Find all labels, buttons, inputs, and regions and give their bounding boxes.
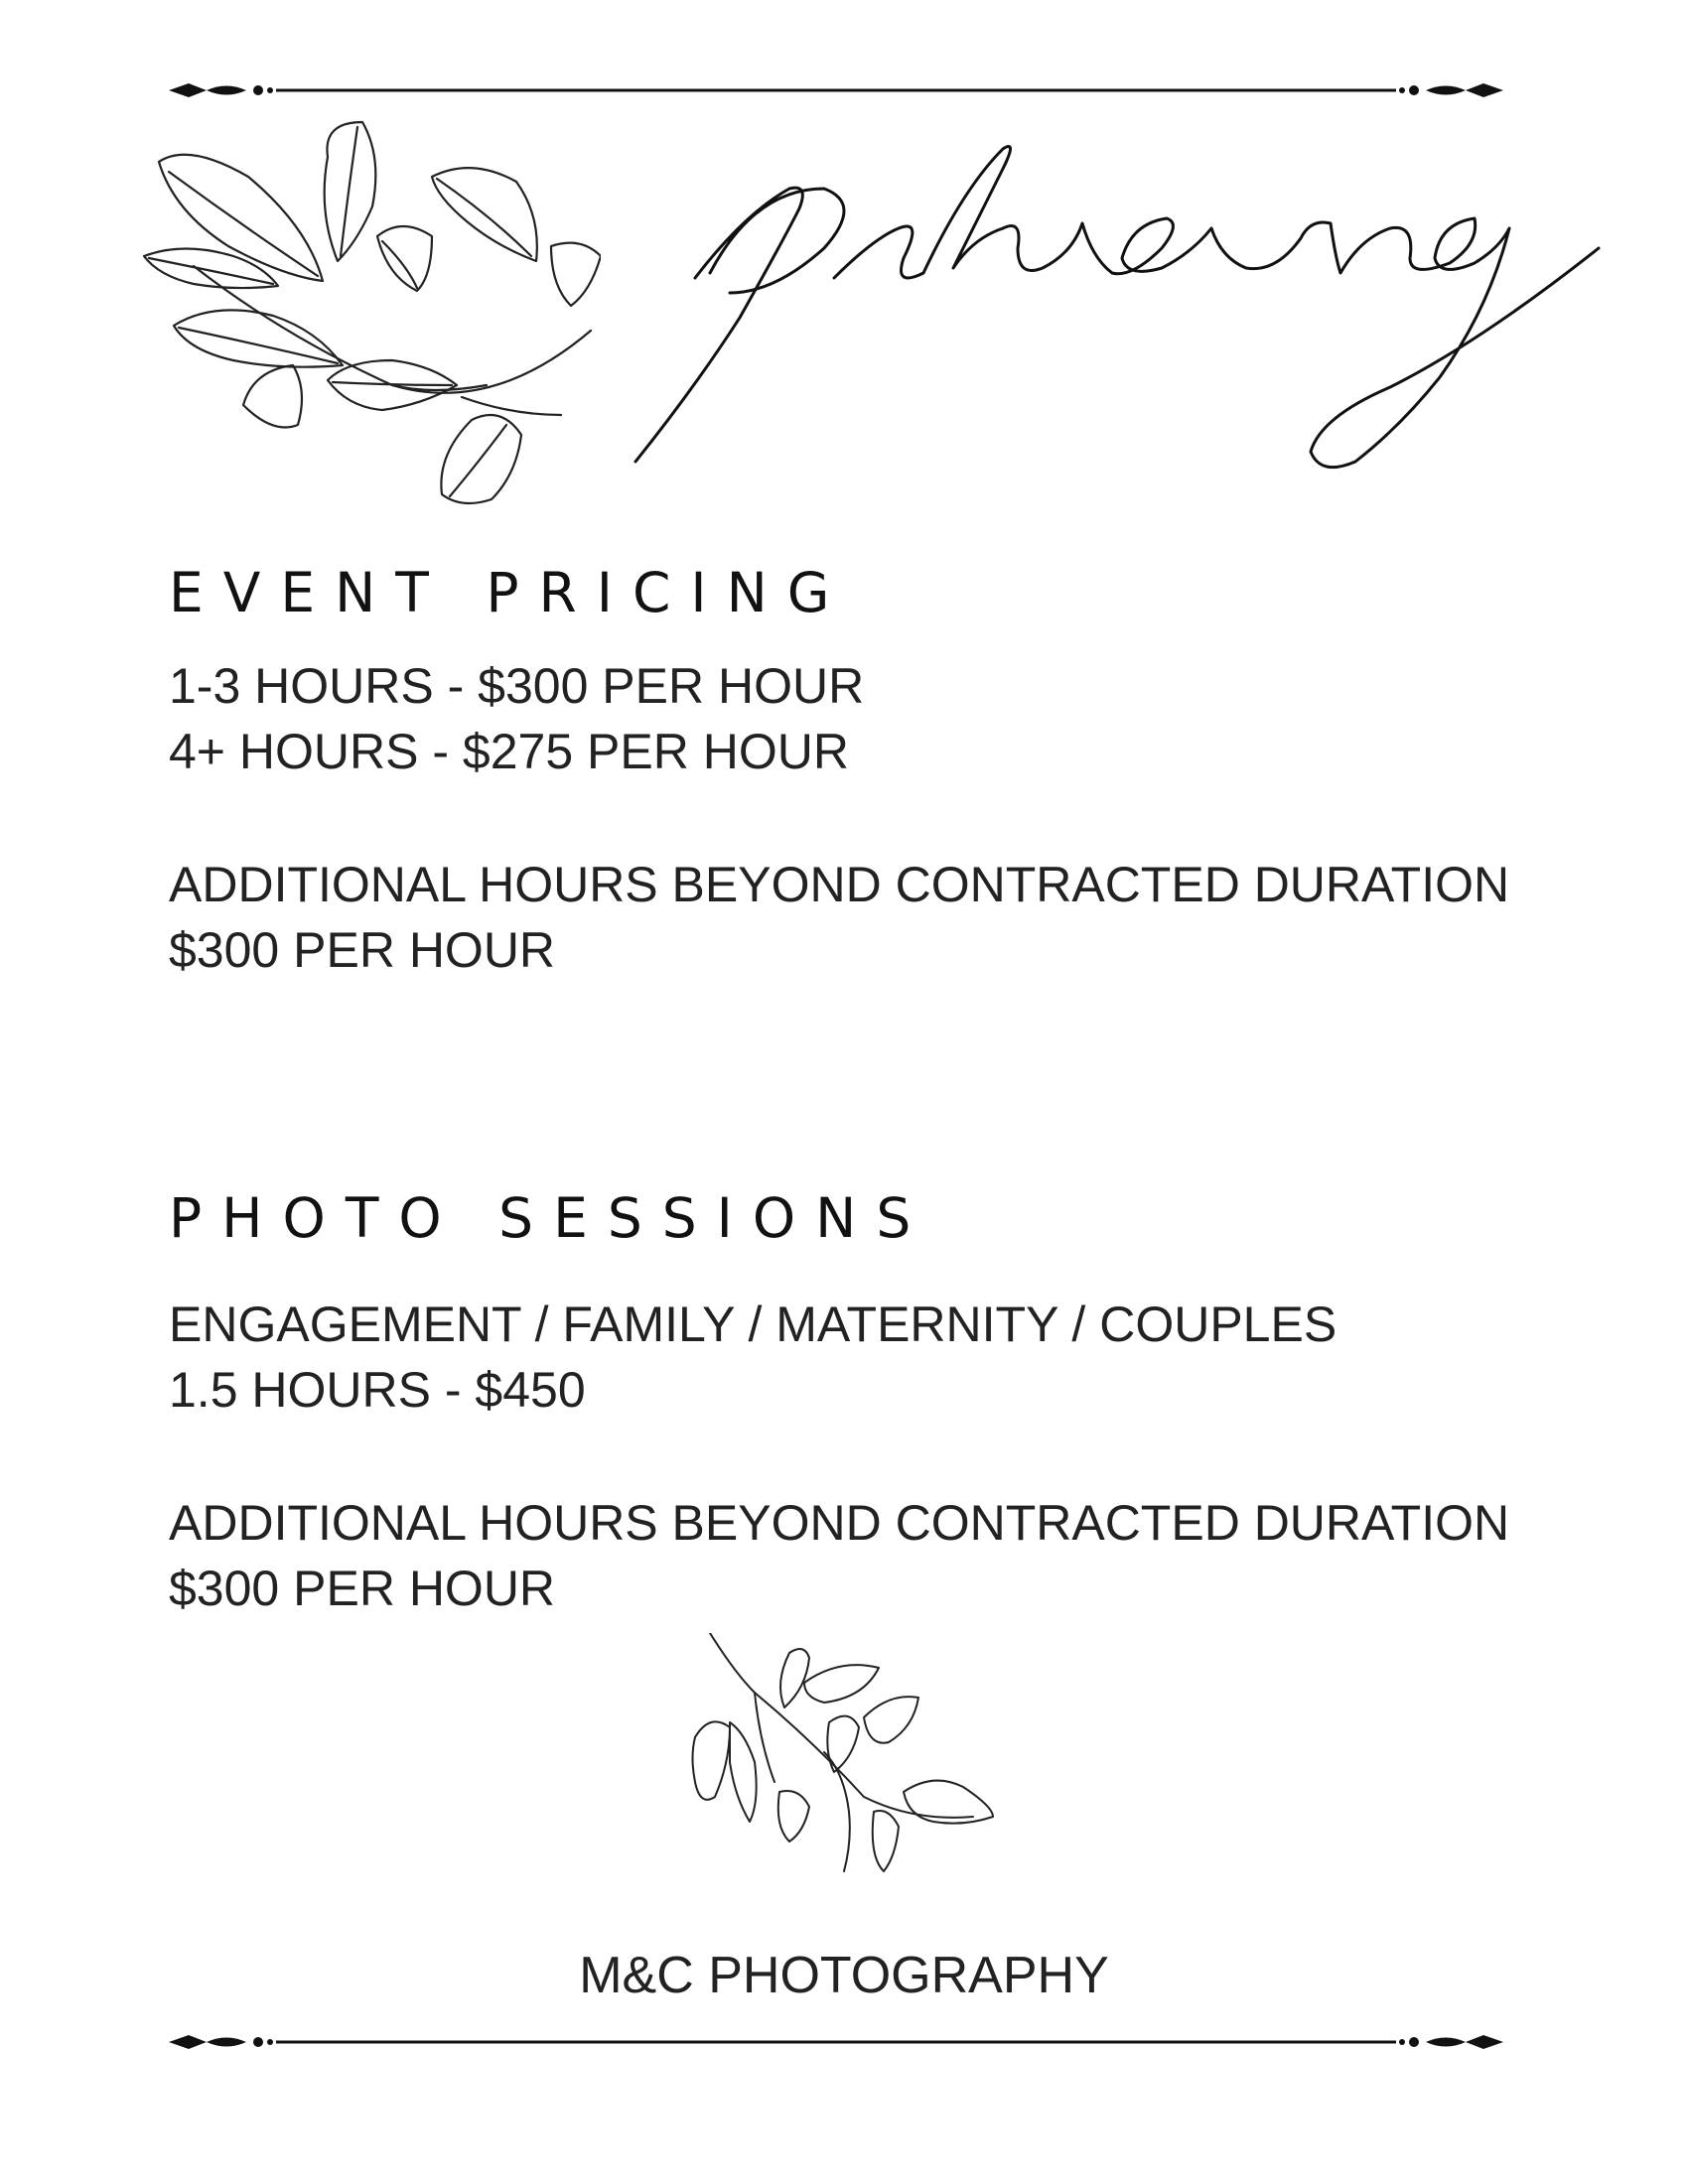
brand-name: M&C PHOTOGRAPHY [579,1947,1109,2004]
photo-sessions-heading: PHOTO SESSIONS [169,1186,931,1250]
event-pricing-line: 4+ HOURS - $275 PER HOUR [169,724,849,779]
event-pricing-heading: EVENT PRICING [169,561,850,624]
event-pricing-line: 1-3 HOURS - $300 PER HOUR [169,658,865,714]
leaf-branch-illustration [134,117,601,509]
title-text: pricing [626,129,629,130]
photo-sessions-line: ADDITIONAL HOURS BEYOND CONTRACTED DURATION [169,1495,1510,1551]
bottom-ornamental-divider [167,2027,1505,2057]
event-pricing-line: $300 PER HOUR [169,922,556,978]
script-title [626,129,1609,477]
photo-sessions-line: $300 PER HOUR [169,1561,556,1616]
photo-sessions-line: 1.5 HOURS - $450 [169,1362,586,1418]
photo-sessions-line: ENGAGEMENT / FAMILY / MATERNITY / COUPLES [169,1297,1337,1352]
top-ornamental-divider [167,75,1505,105]
leaf-branch-illustration [675,1633,1003,1876]
event-pricing-line: ADDITIONAL HOURS BEYOND CONTRACTED DURATION [169,857,1510,912]
